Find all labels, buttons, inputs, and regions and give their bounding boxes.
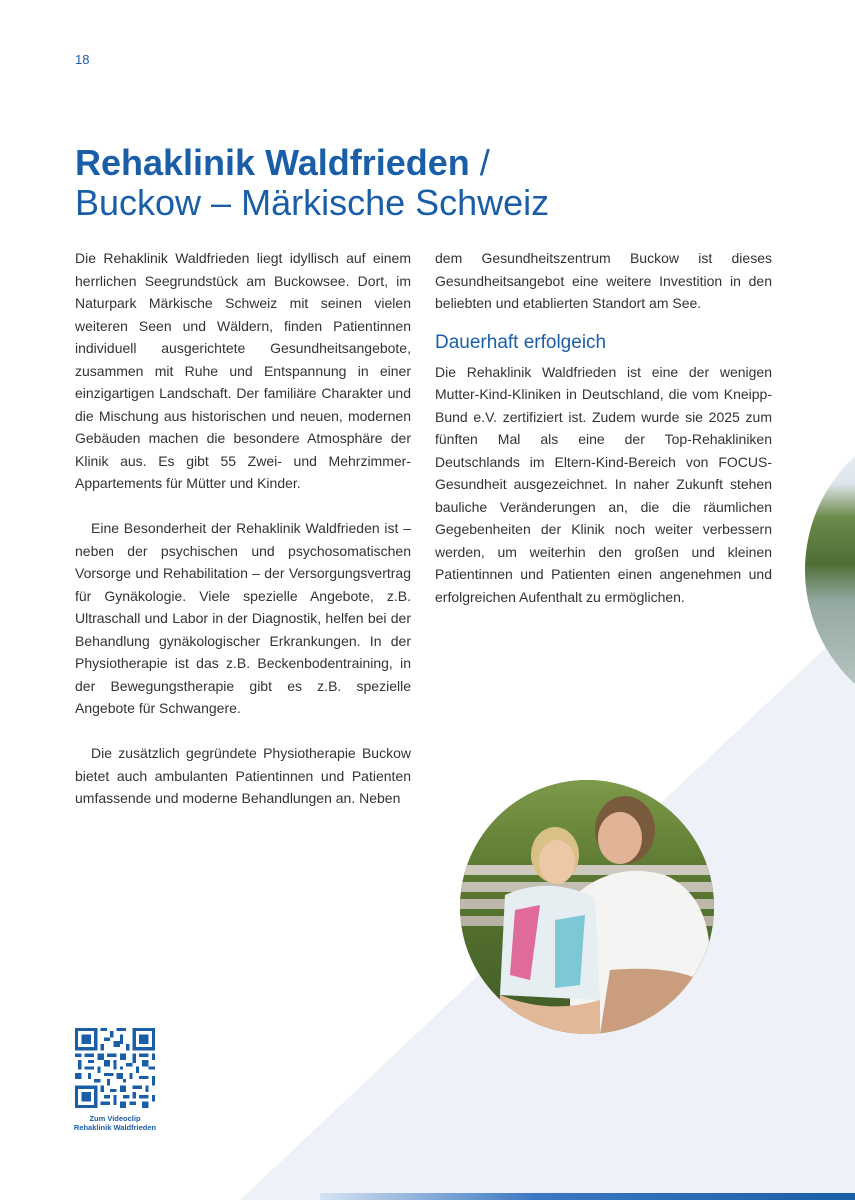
mother-child-photo-circle	[460, 780, 714, 1034]
paragraph-success: Die Rehaklinik Waldfrieden ist eine der wenigen Mutter-Kind-Kliniken in Deutschland, die vom Kneipp-Bund e.V. zertifiziert ist. Zudem wurde sie 2025 zum fünften Mal als eine der Top-Rehakliniken Deutschlands im Eltern-Kind-Bereich von FOCUS-Gesundheit ausgezeichnet. In naher Zukunft stehen bauliche Veränderungen an, die die räumlichen Gegebenheiten der Klinik noch weiter verbessern werden, um weiterhin den großen und kleinen Patientinnen und Patienten einen angenehmen und erfolgreichen Aufenthalt zu ermöglichen.	[435, 363, 772, 605]
left-text-column	[75, 247, 411, 832]
bottom-accent-bar	[320, 1193, 855, 1200]
qr-code[interactable]	[75, 1028, 155, 1108]
page-number: 18	[75, 52, 90, 67]
qr-caption-line-1: Zum Videoclip	[89, 1114, 141, 1123]
title-separator: /	[469, 142, 490, 183]
paragraph-gynecology: Eine Besonderheit der Rehaklinik Waldfrieden ist – neben der psychischen und psychosomatischen Vorsorge und Rehabilitation – der Versorgungsvertrag für Gynäkologie. Viele spezielle Angebote, z.B. Ultraschall und Labor in der Diagnostik, helfen bei der Behandlung gynäkologischer Erkrankungen. In der Physiotherapie ist das z.B. Beckenbodentraining, in der Bewegungstherapie gibt es z.B. spezielle Angebote für Schwangere.	[75, 520, 411, 716]
page-title	[75, 143, 549, 223]
section-heading: Dauerhaft erfolgeich	[435, 331, 607, 353]
qr-caption-line-2: Rehaklinik Waldfrieden	[73, 1123, 157, 1132]
title-subtitle: Buckow – Märkische Schweiz	[75, 182, 550, 223]
qr-caption	[60, 1114, 170, 1132]
paragraph-intro: Die Rehaklinik Waldfrieden liegt idyllisch auf einem herrlichen Seegrundstück am Buckowsee. Dort, im Naturpark Märkische Schweiz mit seinen vielen weiteren Seen und Wäldern, finden Patientinnen individuell ausgerichtete Gesundheitsangebote, zusammen mit Ruhe und Entspannung in einer einzigartigen Landschaft. Der familiäre Charakter und die Mischung aus historischen und neuen, modernen Gebäuden machen die besondere Atmosphäre der Klinik aus. Es gibt 55 Zwei- und Mehrzimmer-Appartements für Mütter und Kinder.	[75, 250, 411, 491]
right-text-column	[435, 247, 772, 622]
title-bold-part: Rehaklinik Waldfrieden	[75, 142, 470, 183]
paragraph-continuation: dem Gesundheitszentrum Buckow ist dieses Gesundheitsangebot eine weitere Investition in den beliebten und etablierten Standort am See.	[435, 250, 772, 311]
paragraph-physiotherapy: Die zusätzlich gegründete Physiotherapie Buckow bietet auch ambulanten Patientinnen und Patienten umfassende und moderne Behandlungen an. Neben	[75, 745, 411, 806]
